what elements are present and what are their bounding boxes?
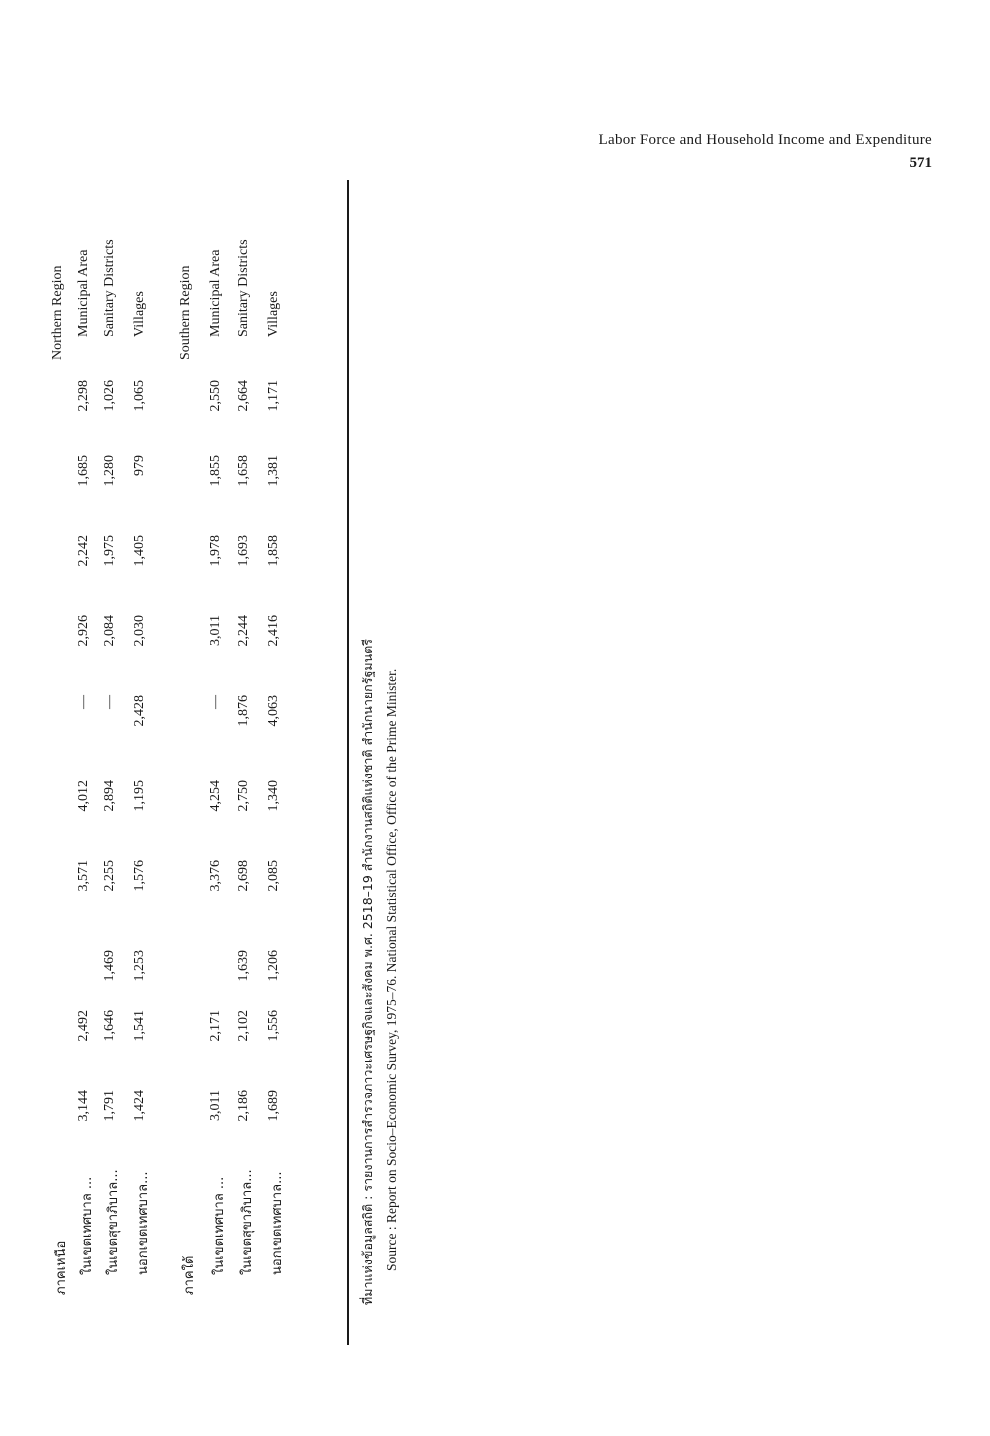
region-label-thai: ภาคใต้ bbox=[182, 1255, 197, 1295]
table-cell: 1,978 bbox=[208, 535, 223, 567]
table-cell: 3,011 bbox=[208, 615, 223, 646]
table-cell: 2,084 bbox=[102, 615, 117, 647]
table-cell: 1,975 bbox=[102, 535, 117, 567]
region-heading-row bbox=[178, 165, 202, 1345]
table-cell: 1,541 bbox=[132, 1010, 147, 1042]
table-cell: 3,011 bbox=[208, 1090, 223, 1121]
table-row bbox=[208, 165, 232, 1345]
table-cell: 1,195 bbox=[132, 780, 147, 812]
table-cell: 1,576 bbox=[132, 860, 147, 892]
table-cell: 1,855 bbox=[208, 455, 223, 487]
table-cell: 2,698 bbox=[236, 860, 251, 892]
table-cell: 2,416 bbox=[266, 615, 281, 647]
table-cell: 3,571 bbox=[76, 860, 91, 892]
row-label-thai: นอกเขตเทศบาล... bbox=[270, 1171, 285, 1275]
row-label-thai: ในเขตเทศบาล ... bbox=[212, 1176, 227, 1275]
table-cell: 3,376 bbox=[208, 860, 223, 892]
row-label-english: Villages bbox=[132, 291, 147, 337]
table-cell: 1,639 bbox=[236, 950, 251, 982]
table-cell: 1,646 bbox=[102, 1010, 117, 1042]
table-row bbox=[76, 165, 100, 1345]
table-cell: 1,065 bbox=[132, 380, 147, 412]
table-cell: 2,550 bbox=[208, 380, 223, 412]
row-label-english: Municipal Area bbox=[76, 249, 91, 337]
table-cell: 1,171 bbox=[266, 380, 281, 412]
table-cell: 1,405 bbox=[132, 535, 147, 567]
table-cell: 2,492 bbox=[76, 1010, 91, 1042]
table-cell: 1,253 bbox=[132, 950, 147, 982]
table-cell: — bbox=[208, 695, 223, 709]
row-label-english: Sanitary Districts bbox=[102, 239, 117, 337]
table-cell: 4,063 bbox=[266, 695, 281, 727]
table-cell: 1,791 bbox=[102, 1090, 117, 1122]
table-row bbox=[102, 165, 126, 1345]
running-title: Labor Force and Household Income and Expenditure bbox=[598, 132, 932, 148]
table-cell: 1,685 bbox=[76, 455, 91, 487]
row-label-english: Villages bbox=[266, 291, 281, 337]
table-cell: 2,244 bbox=[236, 615, 251, 647]
table-cell: 1,206 bbox=[266, 950, 281, 982]
table-cell: 1,556 bbox=[266, 1010, 281, 1042]
table-cell: 1,876 bbox=[236, 695, 251, 727]
table-row bbox=[266, 165, 290, 1345]
table-cell: — bbox=[76, 695, 91, 709]
table-cell: 2,085 bbox=[266, 860, 281, 892]
row-label-thai: ในเขตสุขาภิบาล... bbox=[106, 1169, 121, 1275]
region-heading-row bbox=[50, 165, 74, 1345]
table-cell: 2,186 bbox=[236, 1090, 251, 1122]
table-cell: 1,469 bbox=[102, 950, 117, 982]
table-cell: 1,689 bbox=[266, 1090, 281, 1122]
table-cell: 1,026 bbox=[102, 380, 117, 412]
row-label-thai: นอกเขตเทศบาล... bbox=[136, 1171, 151, 1275]
region-label-thai: ภาคเหนือ bbox=[54, 1240, 69, 1295]
table-cell: 1,280 bbox=[102, 455, 117, 487]
region-label-english: Southern Region bbox=[178, 265, 193, 360]
row-label-thai: ในเขตเทศบาล ... bbox=[80, 1176, 95, 1275]
table-cell: 4,012 bbox=[76, 780, 91, 812]
table-cell: 2,894 bbox=[102, 780, 117, 812]
source-note-thai: ที่มาแห่งข้อมูลสถิติ : รายงานการสำรวจภาวะเศรษฐกิจและสังคม พ.ศ. 2518–19 สำนักงานสถิติแห่งชาติ สำนักนายกรัฐมนตรี bbox=[360, 639, 375, 1305]
row-label-thai: ในเขตสุขาภิบาล... bbox=[240, 1169, 255, 1275]
table-cell: 2,242 bbox=[76, 535, 91, 567]
table-cell: 1,424 bbox=[132, 1090, 147, 1122]
table-cell: 2,102 bbox=[236, 1010, 251, 1042]
table-cell: 2,750 bbox=[236, 780, 251, 812]
table-cell: 1,693 bbox=[236, 535, 251, 567]
table-cell: 2,664 bbox=[236, 380, 251, 412]
row-label-english: Municipal Area bbox=[208, 249, 223, 337]
table-bottom-rule bbox=[347, 180, 349, 1345]
table-cell: 2,171 bbox=[208, 1010, 223, 1042]
table-cell: 1,658 bbox=[236, 455, 251, 487]
table-cell: 1,340 bbox=[266, 780, 281, 812]
source-note-english: Source : Report on Socio–Economic Survey, 1975–76. National Statistical Office, Office of the Prime Minister. bbox=[384, 668, 399, 1271]
table-cell: — bbox=[102, 695, 117, 709]
table-cell: 2,030 bbox=[132, 615, 147, 647]
table-cell: 1,381 bbox=[266, 455, 281, 487]
row-label-english: Sanitary Districts bbox=[236, 239, 251, 337]
table-cell: 979 bbox=[132, 455, 147, 476]
table-cell: 2,428 bbox=[132, 695, 147, 727]
table-cell: 4,254 bbox=[208, 780, 223, 812]
table-cell: 3,144 bbox=[76, 1090, 91, 1122]
page-number: 571 bbox=[909, 155, 932, 171]
table-row bbox=[132, 165, 156, 1345]
table-cell: 1,858 bbox=[266, 535, 281, 567]
rotated-table bbox=[50, 165, 450, 1345]
region-label-english: Northern Region bbox=[50, 265, 65, 360]
table-cell: 2,926 bbox=[76, 615, 91, 647]
table-cell: 2,298 bbox=[76, 380, 91, 412]
table-cell: 2,255 bbox=[102, 860, 117, 892]
table-row bbox=[236, 165, 260, 1345]
